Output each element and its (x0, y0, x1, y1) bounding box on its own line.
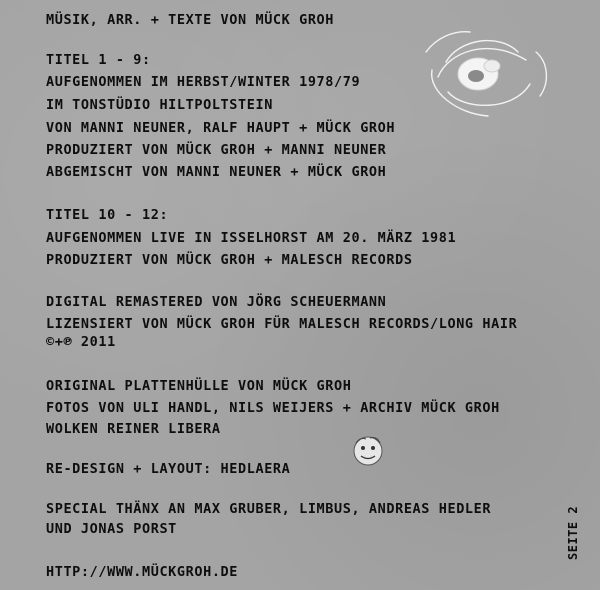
credits-mixed-line: ABGEMISCHT VON MANNI NEUNER + MÜCK GROH (46, 164, 387, 180)
page-number-label: SEITE 2 (566, 505, 580, 560)
credits-live-recorded-line: AUFGENOMMEN LIVE IN ISSELHORST AM 20. MÄRZ 1981 (46, 230, 457, 246)
thanks-line: SPECIAL THÄNX AN MAX GRUBER, LIMBUS, ANDREAS HEDLER (46, 501, 492, 517)
credits-live-produced-line: PRODUZIERT VON MÜCK GROH + MALESCH RECORDS (46, 252, 413, 268)
swirl-doodle-icon (418, 22, 558, 122)
credits-remastered-line: DIGITAL REMASTERED VON JÖRG SCHEUERMANN (46, 294, 387, 310)
credits-musicians-line: VON MANNI NEUNER, RALF HAUPT + MÜCK GROH (46, 120, 396, 136)
section-heading-titles-10-12: TITEL 10 - 12: (46, 207, 169, 223)
section-heading-titles-1-9: TITEL 1 - 9: (46, 52, 151, 68)
credits-sleeve-line: ORIGINAL PLATTENHÜLLE VON MÜCK GROH (46, 378, 352, 394)
copyright-line: ©+℗ 2011 (46, 334, 116, 350)
face-doodle-icon (350, 433, 386, 469)
credits-redesign-line: RE-DESIGN + LAYOUT: HEDLAERA (46, 461, 291, 477)
website-url: HTTP://WWW.MÜCKGROH.DE (46, 564, 239, 580)
credits-photos-line: FOTOS VON ULI HANDL, NILS WEIJERS + ARCHIV MÜCK GROH (46, 400, 500, 416)
credits-licensed-line: LIZENSIERT VON MÜCK GROH FÜR MALESCH RECORDS/LONG HAIR (46, 316, 518, 332)
credits-produced-line: PRODUZIERT VON MÜCK GROH + MANNI NEUNER (46, 142, 387, 158)
credits-music-line: MÜSIK, ARR. + TEXTE VON MÜCK GROH (46, 12, 335, 28)
credits-recorded-line: AUFGENOMMEN IM HERBST/WINTER 1978/79 (46, 74, 361, 90)
credits-studio-line: IM TONSTÜDIO HILTPOLTSTEIN (46, 97, 273, 113)
thanks-line-continued: UND JONAS PORST (46, 521, 177, 537)
credits-clouds-line: WOLKEN REINER LIBERA (46, 421, 221, 437)
